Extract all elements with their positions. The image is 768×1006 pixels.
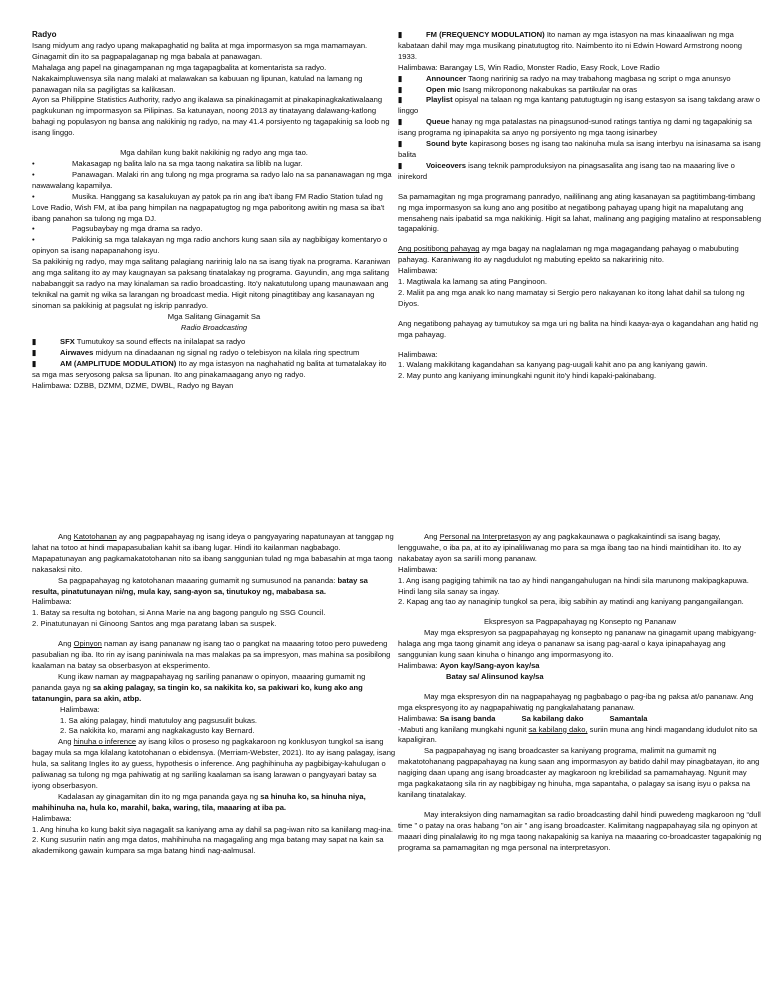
radio-programs-paragraph: Sa pamamagitan ng mga programang panradyo, naililinang ang ating kasanayan sa pagtitimbang-timbang ng mga impormasyon sa kung ano ang positibo at negatibong pahayag upang higit na mapalutang ang mensaheng nais ipabatid sa mga nakikinig. Higit sa lahat, malinang ang pagiging matalino at responsableng tagapakinig. — [398, 191, 762, 234]
square-bullet-icon: ▮ — [398, 139, 403, 149]
expressions-heading: Ekspresyon sa Pagpapahayag ng Konsepto ng Pananaw — [483, 617, 677, 627]
term-item — [398, 95, 762, 117]
negative-statement-paragraph: Ang negatibong pahayag ay tumutukoy sa mga uri ng balita na hindi kaaya-aya o kagandahan ang hatid ng mga pahayag. — [398, 318, 759, 339]
interaction-paragraph: May interaksiyon ding namamagitan sa radio broadcasting dahil hindi puwedeng magkaroon ng “dull time ” o patay na oras habang ”on air ” ang isang broadcaster. Kalimitang nagpapahayag sila ng opinyon at maaari ding pinalalawig ito ng mga taong nakapakinig sa kaniya na maaaring co-broadcaster tagapakinig ng programa sa pamamagitan ng mga personal na interpretasyon. — [398, 809, 762, 852]
bullet-icon: • — [32, 224, 35, 234]
term-item — [32, 359, 396, 381]
term-definition: Ito naman ay mga istasyon na mas kinaaaliwan ng mga kabataan dahil may mga musikang pinatutugtog rito. Naimbento ito ni Edwin Howard Armstrong noong 1933. — [398, 30, 743, 61]
positive-statement-paragraph: Ang positibong pahayag ay mga bagay na naglalaman ng mga magagandang pahayag o mabubuting pahayag. Karaniwang ito ay nagdudulot ng mabuting epekto sa nakaririnig nito. — [398, 244, 739, 265]
term-item — [398, 30, 762, 63]
term-item — [398, 139, 762, 161]
example-label: Halimbawa: — [60, 704, 100, 714]
term-definition: Taong naririnig sa radyo na may trabahong magbasa ng script o mga anunsyo — [468, 73, 731, 83]
term-label: FM (FREQUENCY MODULATION) — [426, 30, 545, 39]
radyo-paragraph-3: Nakakaimpluwensya sila nang malaki at malawakan sa kabuuan ng lipunan, katulad na lamang ng panawagan nila sa pagiligtas sa kalikasan. — [32, 73, 363, 94]
expressions-example-3: Halimbawa: Sa isang banda Sa kabilang dako Samantala — [398, 713, 648, 723]
term-label: Announcer — [426, 73, 467, 83]
square-bullet-icon: ▮ — [398, 30, 403, 39]
terms-subheading: Radio Broadcasting — [180, 322, 248, 332]
term-label: Voiceovers — [426, 160, 466, 170]
square-bullet-icon: ▮ — [32, 337, 37, 347]
broadcast-words-paragraph: Sa pakikinig ng radyo, may mga salitang palagiang naririnig lalo na sa isang tiyak na programa. Karaniwan ang mga salitang ito ay may kaugnayan sa paksang tinatalakay ng programa. Gayundin, ang mga salitang nababanggit sa radyo na may kinalaman sa radio broadcasting. Ito'y nakatutulong upang maunawaan ang teknikal na gamit ng wika sa larangan ng broadcast media. Higit nitong pinagtitibay ang kasanayan ng sinoman sa pakikinig at pagsulat ng iskrip panradyo. — [32, 257, 391, 310]
expressions-paragraph-1: May mga ekspresyon sa pagpapahayag ng konsepto ng pananaw na ginagamit upang mabigyang-halaga ang mga taong ginamit ang ideya o pananaw sa isang pag-aaral o kaya ipinapahayag ang sanggunian kung saan kinuha o hinango ang impormasyong ito. — [398, 628, 757, 660]
example-item: 2. May punto ang kaniyang iminungkahi ngunit ito'y hindi kapaki-pakinabang. — [398, 371, 657, 381]
reason-item: • Panawagan. Malaki rin ang tulong ng mga programa sa radyo lalo na sa pananawagan ng mga nawawalang kapamilya. — [32, 169, 392, 190]
inference-paragraph: Ang hinuha o inference ay isang kilos o proseso ng pagkakaroon ng konklusyon tungkol sa isang bagay mula sa mga kilalang katotohanan o ebidensya. (Merriam-Webster, 2021). Ito ay isang palagay, isang hula, sa salitang Ingles ito ay guess, hypothesis o inference. Ang paghihinuha ay pagbibigay-kahulugan o paliwanag sa tulong ng mga pahiwatig at ng sariling kaalaman sa isang larawan o pangyayari batay sa iyong obserbasyon. — [32, 737, 396, 790]
term-label: AM (AMPLITUDE MODULATION) — [60, 359, 177, 369]
example-label: Halimbawa: — [398, 349, 438, 359]
am-examples: Halimbawa: DZBB, DZMM, DZME, DWBL, Radyo ng Bayan — [32, 381, 234, 391]
example-label: Halimbawa: — [398, 266, 438, 276]
bullet-icon: • — [32, 158, 35, 168]
example-label: Halimbawa: — [32, 813, 72, 823]
inference-term: hinuha o inference — [73, 737, 137, 747]
term-definition: kapirasong boses ng isang tao nakinuha mula sa isang interbyu na isinasama sa isang balita — [398, 139, 761, 159]
section-title-radyo: Radyo — [32, 30, 57, 39]
example-item: 1. Ang hinuha ko kung bakit siya nagagalit sa kaniyang ama ay dahil sa pag-iwan nito sa kaniilang mag-ina. — [32, 824, 393, 834]
inference-markers: sa hinuha ko, sa hinuha niya, mahihinuha na, hula ko, marahil, baka, waring, tila, maaaring at iba pa. — [32, 791, 366, 812]
square-bullet-icon: ▮ — [398, 160, 403, 170]
bullet-icon: • — [32, 235, 35, 245]
square-bullet-icon: ▮ — [398, 84, 403, 94]
term-item — [32, 337, 396, 348]
term-label: Sound byte — [426, 139, 468, 149]
interpretation-term: Personal na Interpretasyon — [439, 532, 531, 541]
fact-term: Katotohanan — [73, 532, 117, 541]
positive-term: Ang positibong pahayag — [398, 244, 480, 254]
radyo-section — [32, 30, 396, 500]
opinion-paragraph: Ang Opinyon naman ay isang pananaw ng isang tao o pangkat na maaaring totoo pero puwedeng pasubalian ng iba. Ito rin ay isang paniniwala na mas malakas pa sa impresyon, mas mahina sa posibilong kaalaman na batay sa obserbasyon at eksperimento. — [32, 639, 391, 670]
term-definition: Ito ay mga istasyon na naghahatid ng balita at tumatalakay ito sa mga mas seryosong paksa sa lipunan. Ito ang pinakamaagang anyo ng radyo. — [32, 359, 387, 380]
example-item: 1. Batay sa resulta ng botohan, si Anna Marie na ang bagong pangulo ng SSG Council. — [32, 608, 326, 618]
example-item: 2. Sa nakikita ko, marami ang nagkakagusto kay Bernard. — [60, 726, 255, 736]
expressions-example-1: Halimbawa: Ayon kay/Sang-ayon kay/sa — [398, 660, 540, 670]
square-bullet-icon: ▮ — [398, 117, 403, 127]
opinion-term: Opinyon — [73, 639, 102, 649]
reason-item: • Pagsubaybay ng mga drama sa radyo. — [32, 224, 203, 234]
example-label: Halimbawa: — [398, 564, 438, 574]
term-label: Playlist — [426, 95, 453, 105]
example-item: 2. Kapag ang tao ay nanaginip tungkol sa pera, ibig sabihin ay matindi ang kaniyang pangangailangan. — [398, 597, 744, 607]
bullet-icon: • — [32, 169, 35, 179]
term-item — [398, 117, 762, 139]
example-item: 1. Walang makikitang kagandahan sa kanyang pag-uugali kahit ano pa ang kaniyang gawin. — [398, 360, 708, 370]
square-bullet-icon: ▮ — [398, 73, 403, 83]
broadcast-terms-section — [398, 30, 762, 500]
term-label: Airwaves — [60, 348, 94, 358]
reason-item: • Makasagap ng balita lalo na sa mga taong nakatira sa liblib na lugar. — [32, 158, 303, 168]
square-bullet-icon: ▮ — [32, 348, 37, 358]
expressions-paragraph-2: May mga ekspresyon din na nagpapahayag ng pagbabago o pag-iba ng paksa at/o pananaw. Ang mga ekspresyong ito ay nagpapahiwatig ng pangkalahatang pananaw. — [398, 691, 754, 712]
example-item: 2. Kung susuriin natin ang mga datos, mahihinuha na magagaling ang mga batang may sapat na kain sa akademikong gawain kumpara sa mga batang hindi nag-aalmusal. — [32, 835, 384, 856]
expressions-quote: -Mabuti ang kanilang mungkahi ngunit sa kabilang dako, suriin muna ang hindi magandang idudulot nito sa kapaligiran. — [398, 724, 758, 745]
reasons-heading: Mga dahilan kung bakit nakikinig ng radyo ang mga tao. — [120, 148, 308, 158]
example-label: Halimbawa: — [32, 597, 72, 607]
fact-opinion-section — [32, 532, 396, 1002]
term-label: Open mic — [426, 84, 461, 94]
example-item: 1. Ang isang pagiging tahimik na tao ay hindi nangangahulugan na hindi sila marunong makipagkapuwa. Hindi lang sila sanay sa ingay. — [398, 575, 749, 596]
term-definition: opisyal na talaan ng mga kantang patutugtugin ng isang estasyon sa isang takdang araw o linggo — [398, 95, 760, 116]
term-definition: Isang mikroponong nakabukas sa partikular na oras — [462, 84, 638, 94]
terms-heading: Mga Salitang Ginagamit Sa — [167, 311, 261, 321]
bullet-icon: • — [32, 191, 35, 201]
square-bullet-icon: ▮ — [398, 95, 403, 105]
expressions-example-2: Batay sa/ Alinsunod kay/sa — [446, 671, 544, 681]
inference-markers-paragraph: Kadalasan ay ginagamitan din ito ng mga pananda gaya ng sa hinuha ko, sa hinuha niya, mahihinuha na, hula ko, marahil, baka, waring, tila, maaaring at iba pa. — [32, 791, 366, 812]
fm-examples: Halimbawa: Barangay LS, Win Radio, Monster Radio, Easy Rock, Love Radio — [398, 62, 660, 72]
term-definition: midyum na dinadaanan ng signal ng radyo o telebisyon na kilala ring spectrum — [95, 348, 360, 358]
fact-paragraph: Ang Katotohanan ay ang pagpapahayag ng isang ideya o pangyayaring napatunayan at tanggap ng lahat na totoo at hindi mapapasubalian kahit sa ibang lugar. Hindi ito kailanman nagbabago. Mapapatunayan ang pagkamakatotohanan nito sa ibang sanggunian tulad ng mga babasahin at mga taong nakasaksi nito. — [32, 532, 394, 574]
term-item — [398, 85, 762, 96]
fact-markers-paragraph: Sa pagpapahayag ng katotohanan maaaring gumamit ng sumusunod na pananda: batay sa resulta, pinatutunayan ni/ng, mula kay, sang-ayon sa, tinutukoy ng, mababasa sa. — [32, 575, 368, 596]
fact-markers: batay sa resulta, pinatutunayan ni/ng, mula kay, sang-ayon sa, tinutukoy ng, mababasa sa. — [32, 575, 368, 596]
term-label: SFX — [60, 337, 75, 347]
term-item — [398, 161, 762, 183]
term-definition: isang teknik pamproduksiyon na pinagsasalita ang isang tao na maaaring live o inirekord — [398, 160, 735, 181]
term-label: Queue — [426, 117, 450, 127]
interpretation-paragraph: Ang Personal na Interpretasyon ay ang pagkakaunawa o pagkakaintindi sa isang bagay, lengguwahe, o iba pa, at ito ay ipinaliliwanag mo para sa mga ibang tao na hindi maintidihan ito. Ito ay nakabatay ayon sa sariili mong pananaw. — [398, 532, 742, 563]
example-item: 1. Magtiwala ka lamang sa ating Panginoon. — [398, 277, 548, 287]
example-item: 2. Maliit pa ang mga anak ko nang mamatay si Sergio pero nakayanan ko itong lahat dahil sa tulong ng Diyos. — [398, 287, 745, 308]
reason-item: • Musika. Hanggang sa kasalukuyan ay patok pa rin ang iba't ibang FM Radio Station tulad ng Love Radio, Wish FM, at iba pang himpilan na nagpapatugtog ng mga paboritong awitin ng masa sa iba't ibang panahon sa tulong ng mga DJ. — [32, 191, 385, 223]
example-item: 2. Pinatutunayan ni Ginoong Santos ang mga paratang laban sa suspek. — [32, 619, 277, 629]
example-item: 1. Sa aking palagay, hindi matutuloy ang pagsusulit bukas. — [60, 715, 258, 725]
term-item — [398, 74, 762, 85]
term-definition: hanay ng mga patalastas na pinagsunod-sunod ratings tantiya ng dami ng tagapakinig sa isang programa ng ipinapakita sa anyo ng porsiyento ng mga taong isinarbey — [398, 117, 752, 138]
opinion-markers: sa aking palagay, sa tingin ko, sa nakikita ko, sa pakiwari ko, kung ako ang tatanungin, para sa akin, atbp. — [32, 682, 363, 703]
term-item — [32, 348, 396, 359]
radyo-paragraph-2: Mahalaga ang papel na ginagampanan ng mga tagapagbalita at komentarista sa radyo. — [32, 62, 327, 72]
broadcaster-paragraph: Sa pagpapahayag ng isang broadcaster sa kaniyang programa, malimit na gumamit ng makatotohanang pagpapahayag na kung saan ang impormasyon ay batido dahil may pinagbatayan, ito ang nagiging daan upang ang isang broadcaster ay magkaroon ng krebilidad sa pamamahayag. Ngunit may mga pagkakataong sila rin ay nagbibigay ng hinuha, mga sapantaha, o palagay sa isang isyu o paksa na kanilang tinatalakay. — [398, 746, 760, 799]
reason-item: • Pakikinig sa mga talakayan ng mga radio anchors kung saan sila ay nagbibigay komentaryo o opinyon sa isang napapanahong isyu. — [32, 235, 388, 256]
square-bullet-icon: ▮ — [32, 359, 37, 369]
opinion-markers-paragraph: Kung ikaw naman ay magpapahayag ng sariling pananaw o opinyon, maaaring gumamit ng pananda gaya ng sa aking palagay, sa tingin ko, sa nakikita ko, sa pakiwari ko, kung ako ang tatanungin, para sa akin, atbp. — [32, 671, 366, 703]
interpretation-section — [398, 532, 762, 1002]
radyo-paragraph-4: Ayon sa Philippine Statistics Authority, radyo ang ikalawa sa pinakinagamit at pinakapinagkakatiwalaang pagkukunan ng impormasyon sa Pilipinas. Sa katunayan, noong 2013 ay tinatayang dalawang-katlong bahagi ng populasyon ng bansa ang nakikinig ng radyo, na may 41.4 porsiyento ng tagapakinig sa loob ng isang linggo. — [32, 95, 390, 138]
radyo-intro: Isang midyum ang radyo upang makapaghatid ng balita at mga impormasyon sa mga mamamayan. Ginagamit din ito sa pagpapalaganap ng mga babala at panawagan. — [32, 40, 368, 61]
term-definition: Tumutukoy sa sound effects na inilalapat sa radyo — [76, 337, 246, 347]
